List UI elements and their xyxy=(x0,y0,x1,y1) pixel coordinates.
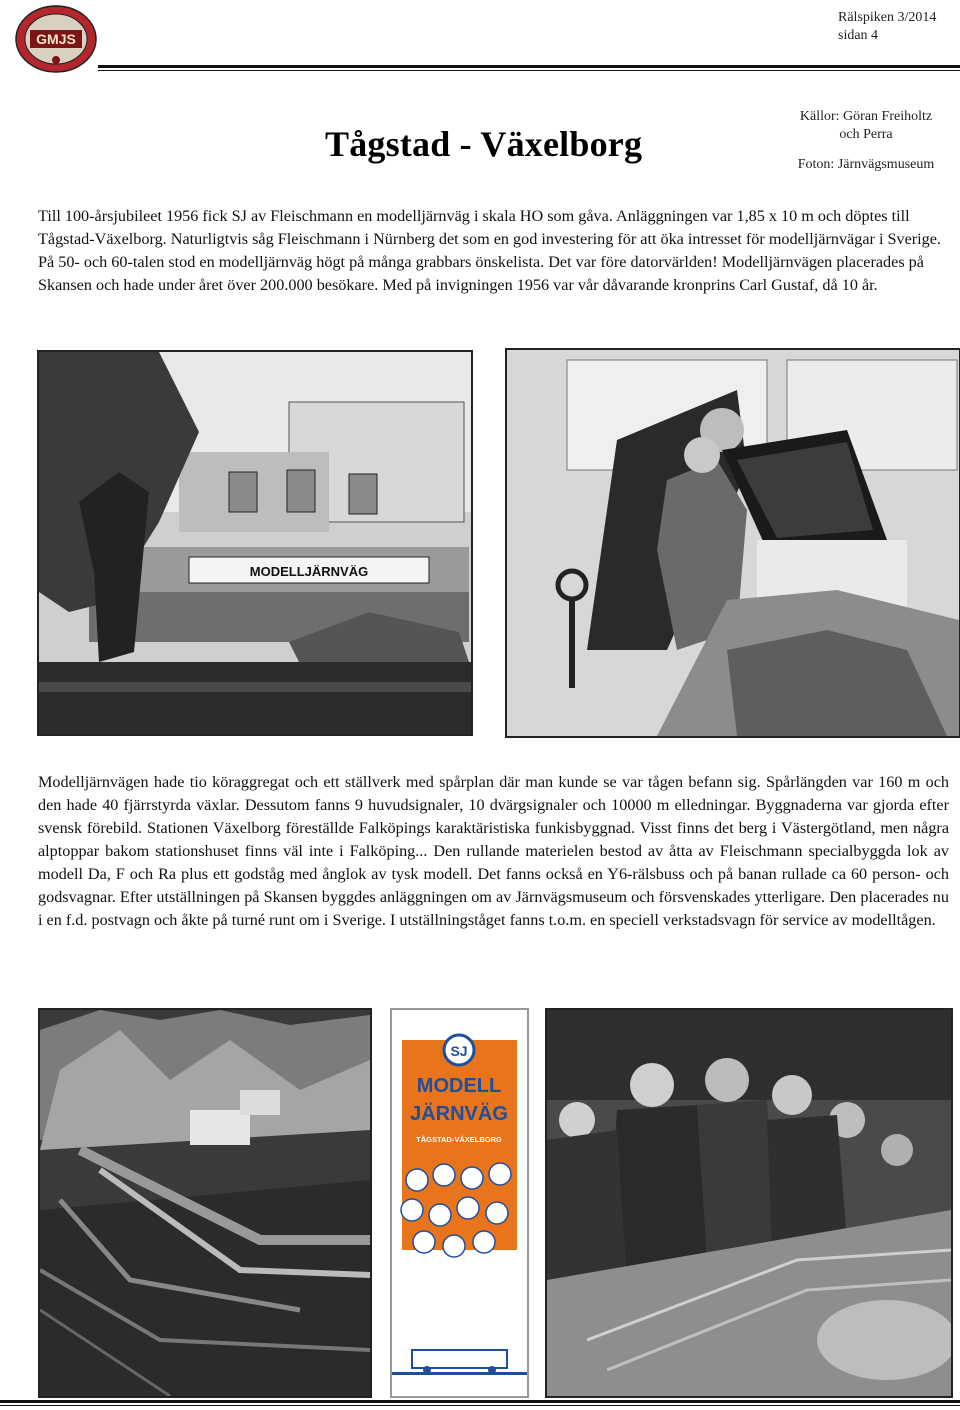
page-number: sidan 4 xyxy=(838,28,879,43)
gmjs-logo xyxy=(14,4,98,74)
skansen-sign-text: MODELLJÄRNVÄG xyxy=(249,564,369,579)
poster-sj: SJ xyxy=(450,1043,468,1059)
photo-skansen-pavilion xyxy=(37,350,473,736)
logo-text: GMJS xyxy=(36,31,76,47)
poster-line1: MODELL xyxy=(416,1075,502,1097)
sources-line2: och Perra xyxy=(839,127,893,142)
photo-poster xyxy=(390,1008,529,1398)
footer-rule xyxy=(0,1400,960,1406)
article-title: Tågstad - Växelborg xyxy=(325,124,643,164)
article-credits xyxy=(786,108,946,174)
poster-line3: TÅGSTAD-VÄXELBORG xyxy=(416,1135,502,1144)
photo-children-viewing xyxy=(545,1008,953,1398)
photo-credit: Foton: Järnvägsmuseum xyxy=(797,157,935,172)
issue-number: Rälspiken 3/2014 xyxy=(838,10,937,25)
sources-line1: Källor: Göran Freiholtz xyxy=(799,109,933,124)
photo-layout-overview xyxy=(38,1008,372,1398)
photo-control-panel xyxy=(505,348,960,738)
poster-line2: JÄRNVÄG xyxy=(410,1103,508,1125)
header-rule xyxy=(98,65,960,71)
body-paragraph: Modelljärnvägen hade tio köraggregat och ett ställverk med spårplan där man kunde se var tågen befann sig. Spårlängden var 160 m och den hade 40 fjärrstyrda växlar. Dessutom fanns 9 huvudsignaler, 10 dvärgsignaler och 10000 m elledningar. Byggnaderna var gjorda efter svensk förebild. Stationen Växelborg föreställde Falköpings karaktäristiska funkisbyggnad. Visst finns det berg i Västergötland, men några alptoppar bakom stationshuset finns väl inte i Falköping... Den rullande materielen bestod av åtta av Fleischmann specialbyggda lok av modell Da, F och Ra plus ett godståg med ånglok av tysk modell. Det fanns också en Y6-rälsbuss och på banan rullade ca 60 person- och godsvagnar. Efter utställningen på Skansen byggdes anläggningen om av Järnvägsmuseum och försvenskades ytterligare. Den placerades nu i en f.d. postvagn och åkte på turné runt om i Sverige. I utställningståget fanns t.o.m. en speciell verkstadsvagn för service av modelltågen. xyxy=(38,773,949,929)
intro-paragraph: Till 100-årsjubileet 1956 fick SJ av Fleischmann en modelljärnväg i skala HO som gåva. Anläggningen var 1,85 x 10 m och döptes till Tågstad-Växelborg. Naturligtvis såg Fleischmann i Nürnberg det som en god investering för att öka intresset för modelljärnvägar i Sverige. På 50- och 60-talen stod en modelljärnväg högt på många grabbars önskelista. Det var före datorvärlden! Modelljärnvägen placerades på Skansen och hade under året över 200.000 besökare. Med på invigningen 1956 var vår dåvarande kronprins Carl Gustaf, då 10 år. xyxy=(38,207,941,294)
issue-info xyxy=(838,9,936,45)
